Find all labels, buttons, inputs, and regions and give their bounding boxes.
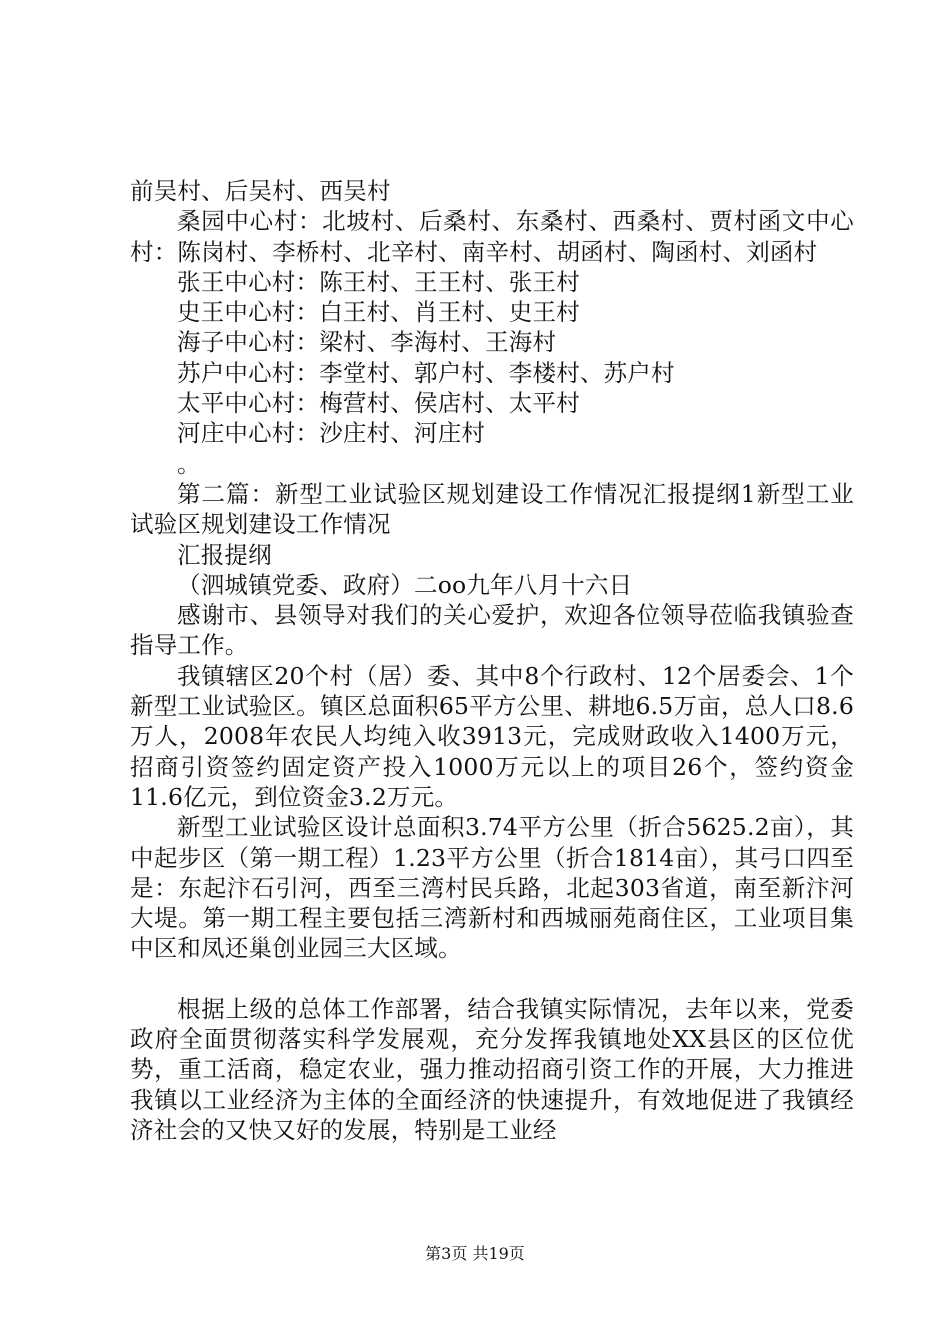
paragraph-industrial-zone: 新型工业试验区设计总面积3.74平方公里（折合5625.2亩），其中起步区（第一期工程）1.23平方公里（折合1814亩），其弓口四至是：东起汴石引河，西至三湾村民兵路，北起303省道，南至新汴河大堤。第一期工程主要包括三湾新村和西城丽苑商住区，工业项目集中区和凤还巢创业园三大区域。 [130, 813, 854, 963]
report-outline-title: 汇报提纲 [177, 540, 272, 569]
paragraph-zhangwang-center: 张王中心村：陈王村、王王村、张王村 [177, 267, 580, 296]
paragraph-work-progress: 根据上级的总体工作部署，结合我镇实际情况，去年以来，党委政府全面贯彻落实科学发展观，充分发挥我镇地处XX县区的区位优势，重工活商，稳定农业，强力推动招商引资工作的开展，大力推进我镇以工业经济为主体的全面经济的快速提升，有效地促进了我镇经济社会的又快又好的发展，特别是工业经 [130, 994, 854, 1144]
paragraph-hezhuang-center: 河庄中心村：沙庄村、河庄村 [177, 419, 486, 448]
paragraph-shiwang-center: 史王中心村：白王村、肖王村、史王村 [177, 298, 580, 327]
paragraph-sangyuan-center: 桑园中心村：北坡村、后桑村、东桑村、西桑村、贾村函文中心村：陈岗村、李桥村、北辛村、南辛村、胡函村、陶函村、刘函村 [130, 207, 854, 266]
paragraph-haizi-center: 海子中心村：梁村、李海村、王海村 [177, 328, 557, 357]
page-number-footer: 第3页 共19页 [425, 1244, 525, 1263]
section-heading: 第二篇：新型工业试验区规划建设工作情况汇报提纲1新型工业试验区规划建设工作情况 [130, 479, 854, 539]
paragraph-taiping-center: 太平中心村：梅营村、侯店村、太平村 [177, 389, 580, 418]
paragraph-thanks: 感谢市、县领导对我们的关心爱护，欢迎各位领导莅临我镇验查指导工作。 [130, 601, 854, 660]
paragraph-town-overview: 我镇辖区20个村（居）委、其中8个行政村、12个居委会、1个新型工业试验区。镇区总面积65平方公里、耕地6.5万亩，总人口8.6万人，2008年农民人均纯入收3913元，完成财政收入1400万元，招商引资签约固定资产投入1000万元以上的项目26个，签约资金11.6亿元，到位资金3.2万元。 [130, 661, 854, 811]
report-author-date: （泗城镇党委、政府）二oo九年八月十六日 [177, 570, 633, 599]
paragraph-village-list-1: 前吴村、后吴村、西吴村 [130, 177, 391, 205]
paragraph-suhu-center: 苏户中心村：李堂村、郭户村、李楼村、苏户村 [177, 358, 675, 387]
document-body [130, 176, 854, 1145]
paragraph-end-mark: 。 [177, 449, 201, 478]
